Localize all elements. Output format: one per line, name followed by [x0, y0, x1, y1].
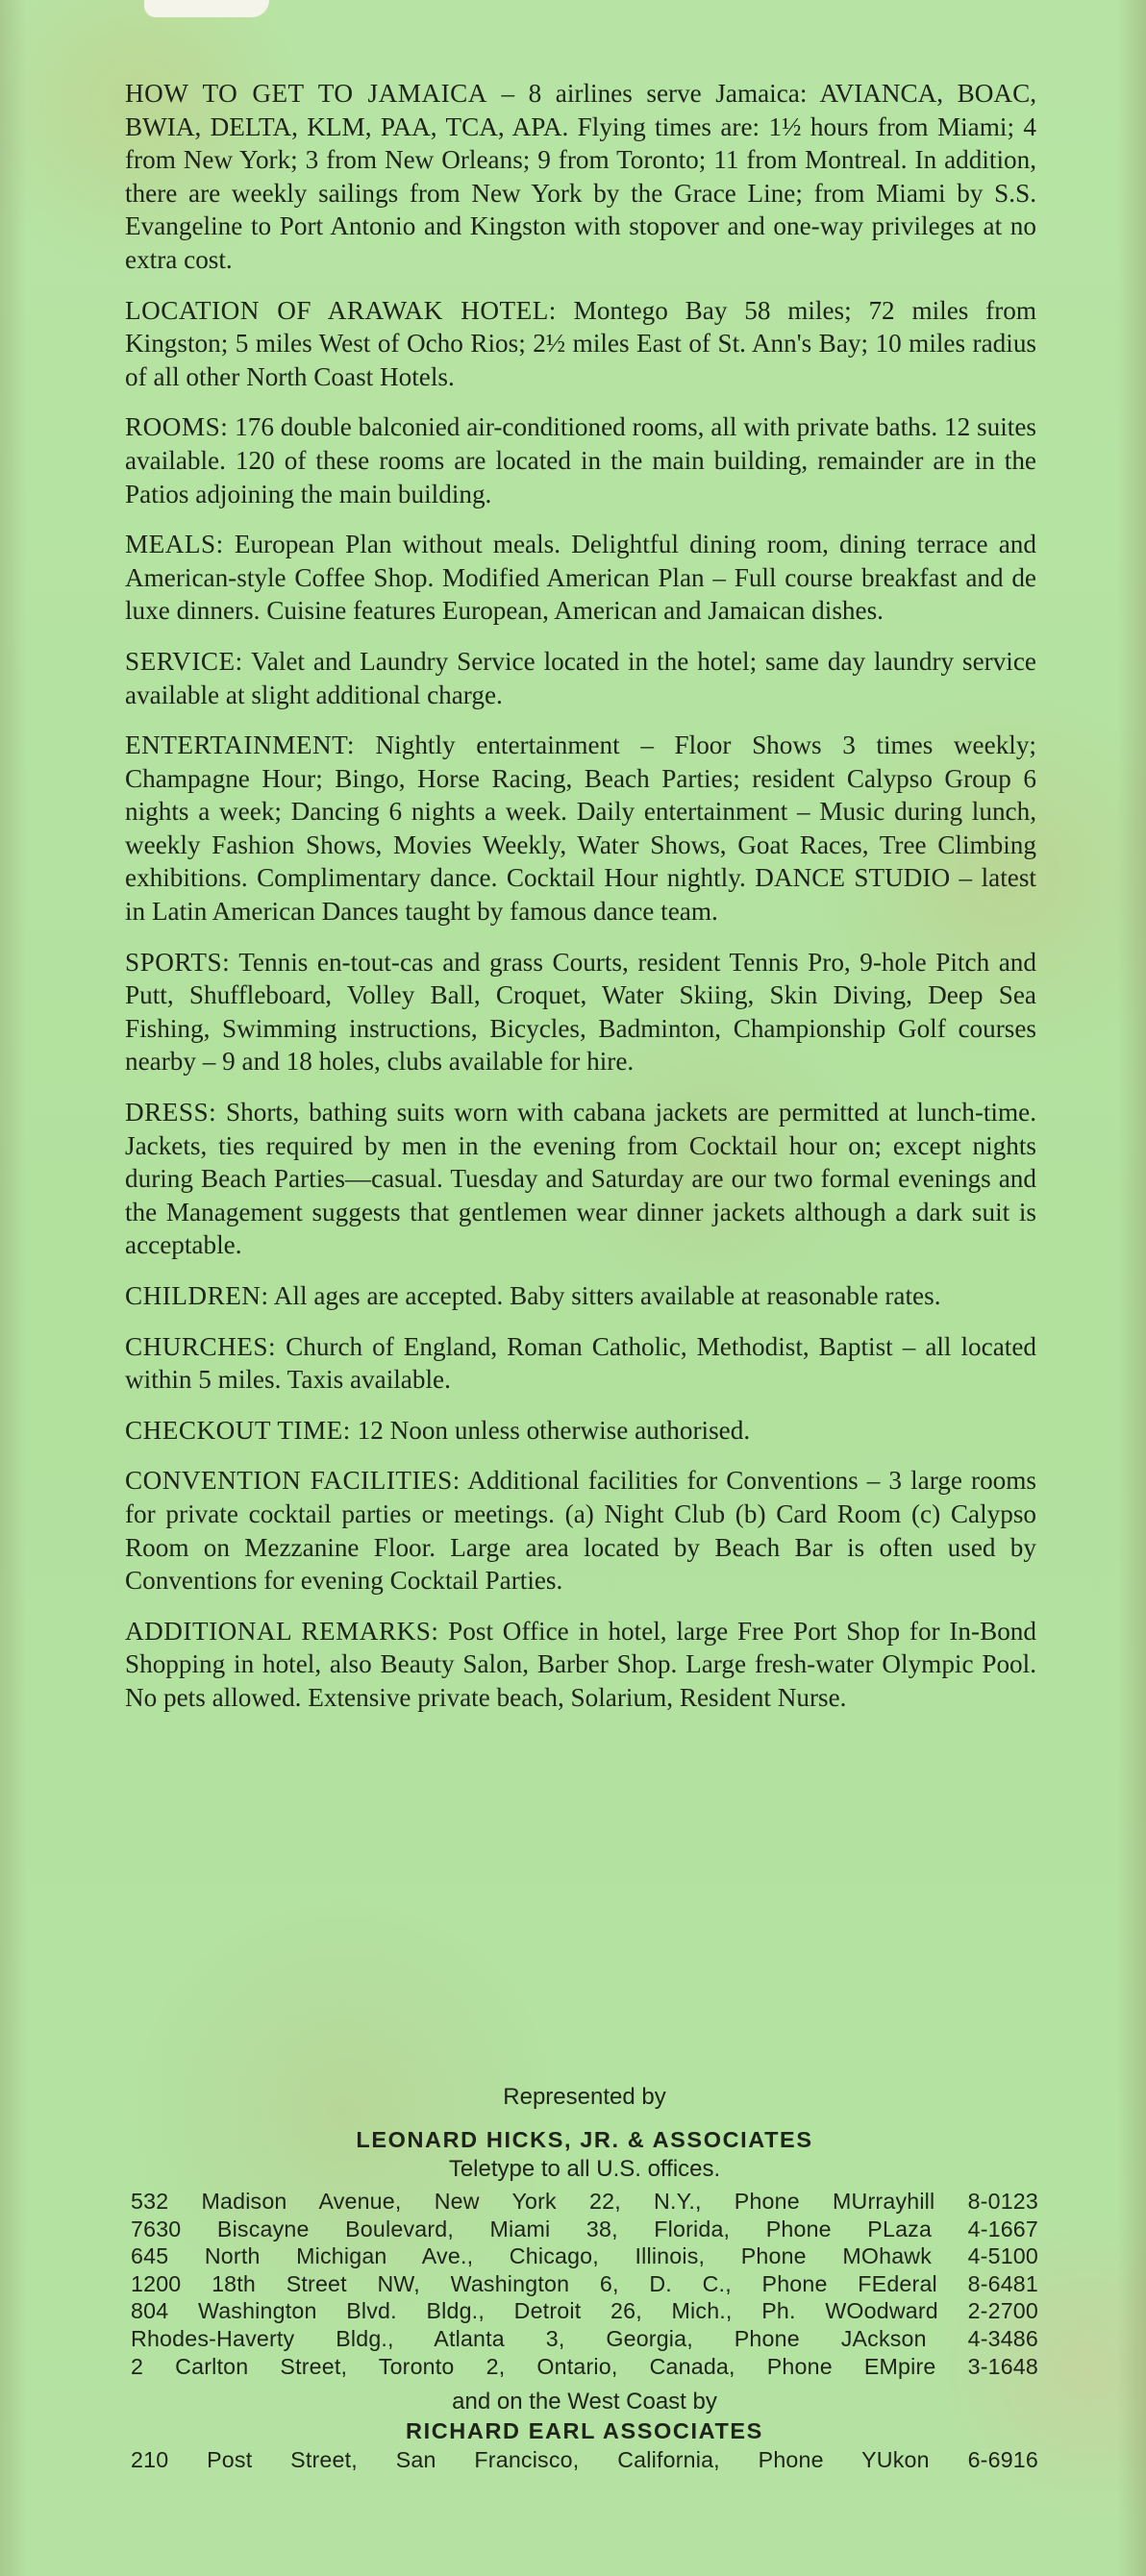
section-heading: CHILDREN:	[125, 1281, 269, 1310]
section-children	[125, 1279, 1036, 1313]
section-body: Montego Bay 58 miles; 72 miles from Kingston; 5 miles West of Ocho Rios; 2½ miles East of St. Ann's Bay; 10 miles radius of all other North Coast Hotels.	[125, 295, 1036, 391]
section-body: Tennis en-tout-cas and grass Courts, resident Tennis Pro, 9-hole Pitch and Putt, Shuffleboard, Volley Ball, Croquet, Water Skiing, Skin Diving, Deep Sea Fishing, Swimming instructions, Bicycles, Badminton, Championship Golf courses nearby – 9 and 18 holes, clubs available for hire.	[125, 947, 1036, 1077]
office-address: 2 Carlton Street, Toronto 2, Ontario, Canada, Phone EMpire 3-1648	[131, 2353, 1038, 2379]
office-address: 804 Washington Blvd. Bldg., Detroit 26, Mich., Ph. WOodward 2-2700	[131, 2298, 1038, 2324]
section-convention-facilities	[125, 1464, 1036, 1597]
office-list	[131, 2188, 1038, 2380]
office-address: Rhodes-Haverty Bldg., Atlanta 3, Georgia, Phone JAckson 4-3486	[131, 2325, 1038, 2351]
west-coast-office-address: 210 Post Street, San Francisco, California, Phone YUkon 6-6916	[131, 2447, 1038, 2473]
section-body: Shorts, bathing suits worn with cabana jackets are permitted at lunch-time. Jackets, ties required by men in the evening from Cocktail hour on; except nights during Beach Parties—casual. Tuesday and Saturday are our two formal evenings and the Management suggests that gentlemen wear dinner jackets although a dark suit is acceptable.	[125, 1098, 1036, 1260]
office-address: 7630 Biscayne Boulevard, Miami 38, Florida, Phone PLaza 4-1667	[131, 2216, 1038, 2242]
section-dress	[125, 1096, 1036, 1262]
section-heading: SPORTS:	[125, 947, 231, 977]
section-heading: CONVENTION FACILITIES:	[125, 1466, 461, 1496]
section-how-to-get-to-jamaica	[125, 77, 1036, 277]
section-body: Additional facilities for Conventions – 3 large rooms for private cocktail parties or meetings. (a) Night Club (b) Card Room (c) Calypso Room on Mezzanine Floor. Large area located by Beach Bar is often used by Conventions for evening Cocktail Parties.	[125, 1466, 1036, 1596]
section-meals	[125, 528, 1036, 628]
section-heading: SERVICE:	[125, 646, 243, 676]
section-heading: HOW TO GET TO JAMAICA	[125, 79, 487, 108]
office-address: 1200 18th Street NW, Washington 6, D. C., Phone FEderal 8-6481	[131, 2270, 1038, 2296]
representative-firm-name: LEONARD HICKS, JR. & ASSOCIATES	[356, 2127, 813, 2152]
section-body: All ages are accepted. Baby sitters available at reasonable rates.	[268, 1281, 941, 1310]
west-coast-label: and on the West Coast by	[452, 2389, 717, 2415]
section-heading: ENTERTAINMENT:	[125, 731, 355, 760]
torn-corner	[144, 0, 269, 17]
section-additional-remarks	[125, 1615, 1036, 1715]
section-heading: CHECKOUT TIME:	[125, 1415, 351, 1445]
section-checkout-time	[125, 1414, 1036, 1448]
section-sports	[125, 946, 1036, 1078]
section-body: Valet and Laundry Service located in the hotel; same day laundry service available at slight additional charge.	[125, 646, 1036, 709]
teletype-note: Teletype to all U.S. offices.	[448, 2156, 721, 2182]
representation-block	[131, 2082, 1038, 2474]
west-coast-firm-name: RICHARD EARL ASSOCIATES	[406, 2418, 763, 2444]
section-entertainment	[125, 729, 1036, 929]
represented-by-label: Represented by	[503, 2084, 666, 2110]
section-service	[125, 645, 1036, 711]
section-heading: LOCATION OF ARAWAK HOTEL:	[125, 295, 557, 325]
section-heading: ROOMS:	[125, 412, 229, 442]
section-churches	[125, 1330, 1036, 1397]
section-body: 12 Noon unless otherwise authorised.	[350, 1415, 751, 1445]
hotel-info-text	[125, 77, 1036, 1732]
section-body: 176 double balconied air-conditioned rooms, all with private baths. 12 suites available. 120 of these rooms are located in the main building, remainder are in the Patios adjoining the main building.	[125, 412, 1036, 508]
section-body: – 8 airlines serve Jamaica: AVIANCA, BOAC, BWIA, DELTA, KLM, PAA, TCA, APA. Flying times are: 1½ hours from Miami; 4 from New York; 3 from New Orleans; 9 from Toronto; 11 from Montreal. In addition, there are weekly sailings from New York by the Grace Line; from Miami by S.S. Evangeline to Port Antonio and Kingston with stopover and one-way privileges at no extra cost.	[125, 79, 1036, 274]
office-address: 532 Madison Avenue, New York 22, N.Y., Phone MUrrayhill 8-0123	[131, 2189, 1038, 2214]
section-location	[125, 294, 1036, 394]
section-rooms	[125, 410, 1036, 510]
section-body: Post Office in hotel, large Free Port Shop for In-Bond Shopping in hotel, also Beauty Salon, Barber Shop. Large fresh-water Olympic Pool. No pets allowed. Extensive private beach, Solarium, Resident Nurse.	[125, 1616, 1036, 1712]
section-heading: CHURCHES:	[125, 1331, 277, 1361]
section-body: European Plan without meals. Delightful dining room, dining terrace and American-style Coffee Shop. Modified American Plan – Full course breakfast and de luxe dinners. Cuisine features European, American and Jamaican dishes.	[125, 530, 1036, 626]
section-heading: ADDITIONAL REMARKS:	[125, 1616, 439, 1646]
section-body: Church of England, Roman Catholic, Methodist, Baptist – all located within 5 miles. Taxis available.	[125, 1331, 1036, 1395]
section-heading: MEALS:	[125, 530, 224, 559]
section-heading: DRESS:	[125, 1098, 217, 1127]
section-body: Nightly entertainment – Floor Shows 3 times weekly; Champagne Hour; Bingo, Horse Racing, Beach Parties; resident Calypso Group 6 nights a week; Dancing 6 nights a week. Daily entertainment – Music during lunch, weekly Fashion Shows, Movies Weekly, Water Shows, Goat Races, Tree Climbing exhibitions. Complimentary dance. Cocktail Hour nightly. DANCE STUDIO – latest in Latin American Dances taught by famous dance team.	[125, 731, 1036, 927]
office-address: 645 North Michigan Ave., Chicago, Illinois, Phone MOhawk 4-5100	[131, 2243, 1038, 2269]
